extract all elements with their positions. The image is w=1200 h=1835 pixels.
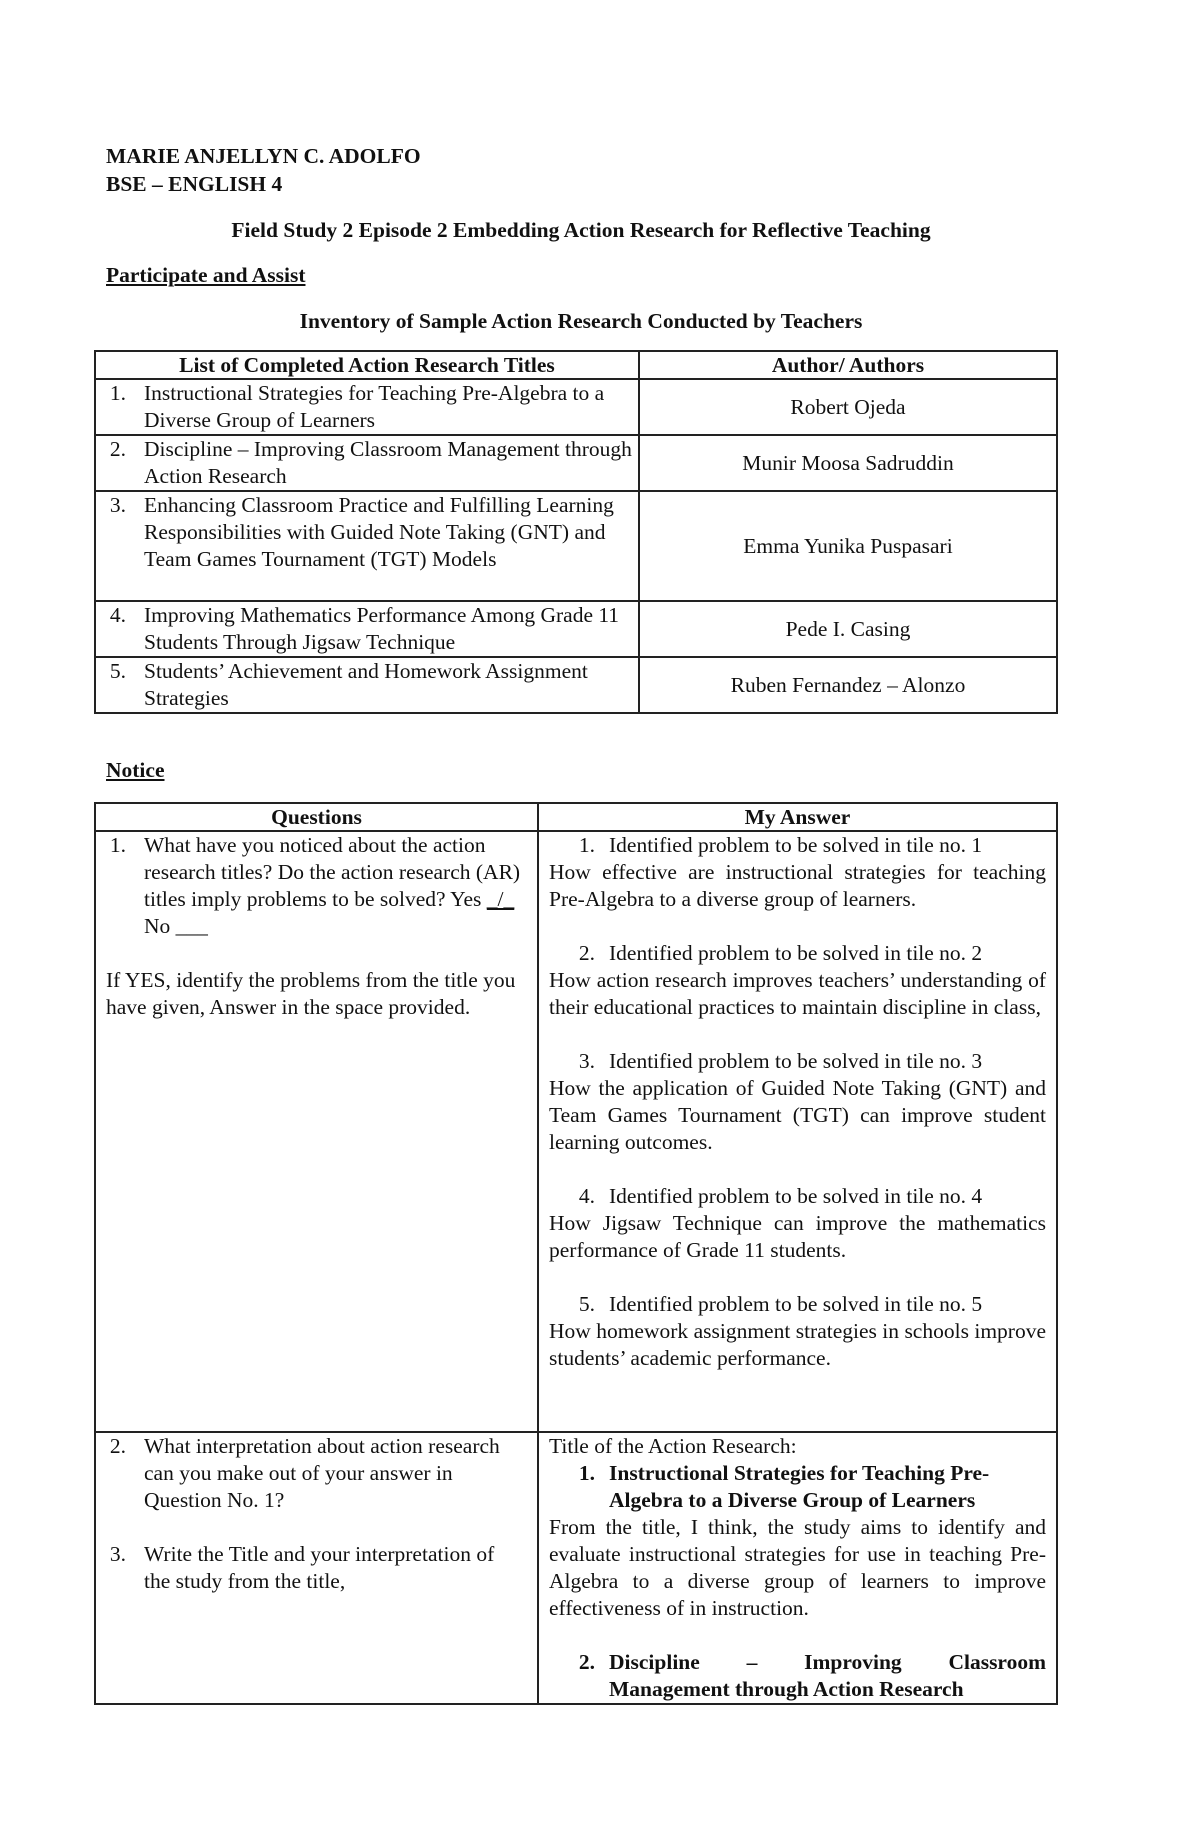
research-title: Improving Mathematics Performance Among Grade 11 Students Through Jigsaw Technique [144,603,620,654]
column-header-titles: List of Completed Action Research Titles [95,351,639,379]
notice-table [94,802,1058,1705]
answer-body: How Jigsaw Technique can improve the mathematics performance of Grade 11 students. [549,1211,1046,1262]
answer-number: 4. [578,1184,595,1208]
yes-answer-blank: _/_ [486,887,515,911]
item-number: 4. [109,603,126,627]
section-notice: Notice [106,758,165,782]
no-answer-blank: ___ [175,914,208,938]
author-cell: Ruben Fernandez – Alonzo [639,657,1057,713]
answer-body: How effective are instructional strategies for teaching Pre-Algebra to a diverse group of learners. [549,860,1046,911]
question-cell [95,1432,538,1704]
research-title: Instructional Strategies for Teaching Pre-Algebra to a Diverse Group of Learners [609,1461,990,1512]
answer-number: 2. [578,941,595,965]
question-1-followup: If YES, identify the problems from the title you have given, Answer in the space provided. [106,968,516,1019]
inventory-table-header [95,351,1057,379]
research-title: Instructional Strategies for Teaching Pre-Algebra to a Diverse Group of Learners [144,381,605,432]
table-row [95,1432,1057,1704]
table-row [95,657,1057,713]
answer-number: 5. [578,1292,595,1316]
column-header-questions: Questions [95,803,538,831]
question-cell [95,831,538,1432]
author-cell: Pede I. Casing [639,601,1057,657]
answer-cell [538,831,1057,1432]
list-item [96,436,638,490]
list-item [96,380,638,434]
answer-body: How the application of Guided Note Taking (GNT) and Team Games Tournament (TGT) can improve student learning outcomes. [549,1076,1046,1154]
table-row [95,491,1057,601]
answer-item [549,1048,1046,1156]
question-2-text: What interpretation about action research can you make out of your answer in Question No. 1? [144,1434,500,1512]
course-label: BSE – ENGLISH 4 [106,172,283,196]
table-row [95,435,1057,491]
question-3 [96,1541,537,1595]
question-number: 3. [109,1542,126,1566]
answer-title-2 [549,1649,1046,1703]
answer-heading: Identified problem to be solved in tile no. 4 [609,1184,983,1208]
answer-heading: Identified problem to be solved in tile no. 5 [609,1292,983,1316]
research-title: Enhancing Classroom Practice and Fulfilling Learning Responsibilities with Guided Note Taking (GNT) and Team Games Tournament (TGT) Models [144,493,614,571]
question-2 [96,1433,537,1514]
list-item [96,658,638,712]
answer-body: How homework assignment strategies in schools improve students’ academic performance. [549,1319,1046,1370]
answer-number: 1. [578,833,595,857]
question-number: 1. [109,833,126,857]
table-row [95,831,1057,1432]
notice-table-header [95,803,1057,831]
list-item [96,492,638,573]
answer-item [549,1183,1046,1264]
research-title: Discipline – Improving Classroom Management through Action Research [144,437,632,488]
question-number: 2. [109,1434,126,1458]
author-cell: Munir Moosa Sadruddin [639,435,1057,491]
list-item [96,602,638,656]
answer-heading: Identified problem to be solved in tile no. 2 [609,941,983,965]
column-header-authors: Author/ Authors [639,351,1057,379]
section-participate-assist: Participate and Assist [106,263,306,287]
document-title: Field Study 2 Episode 2 Embedding Action Research for Reflective Teaching [231,218,931,242]
item-number: 5. [109,659,126,683]
question-3-text: Write the Title and your interpretation of the study from the title, [144,1542,495,1593]
answer-label: Title of the Action Research: [549,1434,797,1458]
answer-item [549,832,1046,913]
answer-heading: Identified problem to be solved in tile no. 3 [609,1049,983,1073]
answer-title-1 [549,1460,1046,1514]
answer-number: 2. [578,1650,595,1674]
item-number: 2. [109,437,126,461]
author-name: MARIE ANJELLYN C. ADOLFO [106,144,421,168]
author-cell: Robert Ojeda [639,379,1057,435]
answer-interpretation: From the title, I think, the study aims to identify and evaluate instructional strategies for use in teaching Pre-Algebra to a diverse group of learners to improve effectiveness of in instruction. [549,1515,1046,1620]
table1-title: Inventory of Sample Action Research Conducted by Teachers [299,309,863,333]
answer-cell [538,1432,1057,1704]
column-header-answers: My Answer [538,803,1057,831]
answer-body: How action research improves teachers’ understanding of their educational practices to maintain discipline in class, [549,968,1046,1019]
research-title: Discipline – Improving Classroom Management through Action Research [609,1650,1046,1701]
answer-item [549,940,1046,1021]
research-title: Students’ Achievement and Homework Assignment Strategies [144,659,588,710]
question-1-text: What have you noticed about the action research titles? Do the action research (AR) titles imply problems to be solved? Yes [144,833,521,911]
author-cell: Emma Yunika Puspasari [639,491,1057,601]
item-number: 1. [109,381,126,405]
question-1 [96,832,537,940]
item-number: 3. [109,493,126,517]
no-label: No [144,914,176,938]
answer-number: 3. [578,1049,595,1073]
table-row [95,379,1057,435]
table-row [95,601,1057,657]
inventory-table [94,350,1058,714]
answer-heading: Identified problem to be solved in tile no. 1 [609,833,983,857]
answer-item [549,1291,1046,1372]
answer-number: 1. [578,1461,595,1485]
